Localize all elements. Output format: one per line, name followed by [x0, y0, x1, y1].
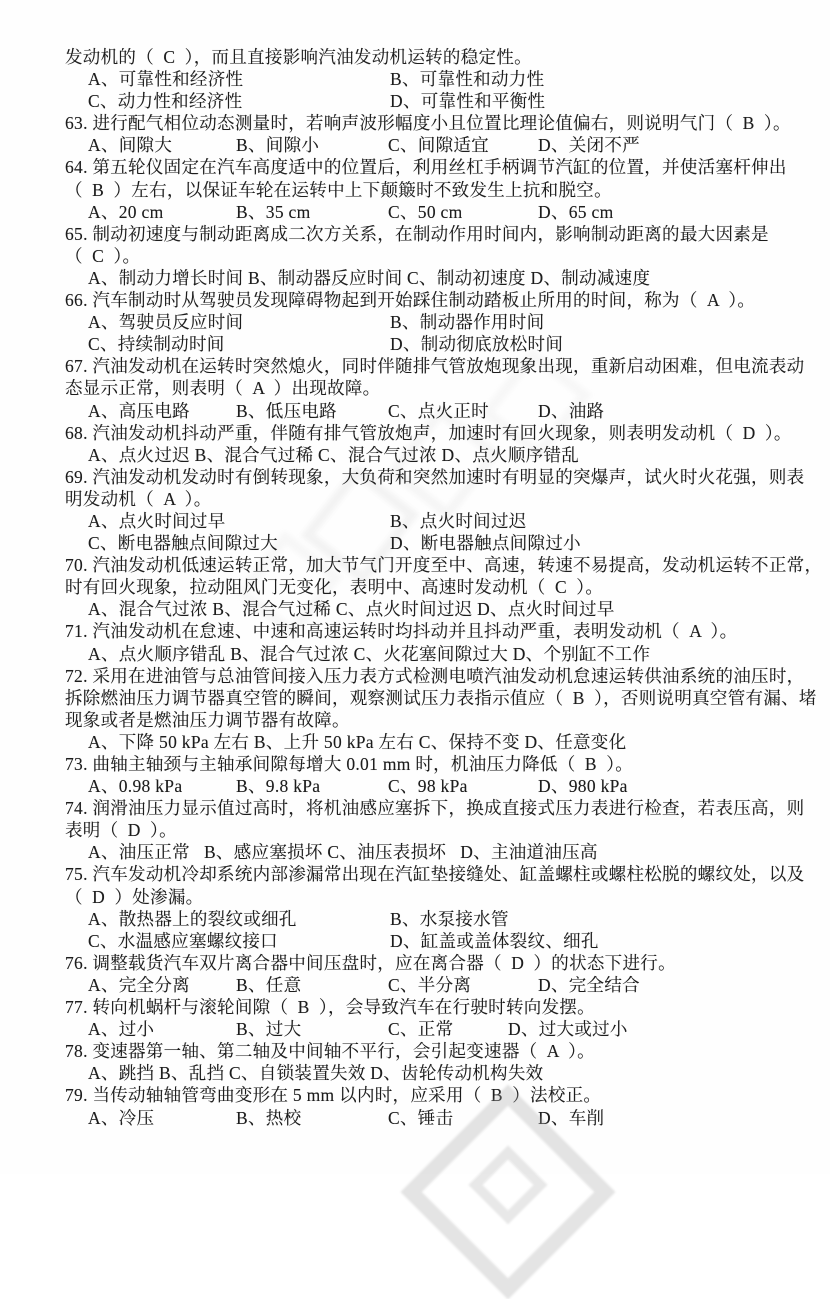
text-segment: A、可靠性和经济性	[88, 69, 244, 90]
text-segment: A、高压电路	[88, 400, 190, 421]
text-segment: A、过小	[88, 1019, 155, 1040]
text-line	[0, 245, 830, 267]
text-segment: D、油路	[538, 400, 605, 421]
question-list	[0, 46, 830, 1129]
text-line	[0, 709, 830, 731]
text-line	[0, 532, 830, 554]
text-segment: B、点火时间过迟	[390, 510, 527, 531]
text-segment: B、低压电路	[236, 400, 337, 421]
text-segment: B、制动器作用时间	[390, 312, 545, 333]
text-segment: 70. 汽油发动机低速运转正常，加大节气门开度至中、高速，转速不易提高，发动机运转不正常，	[65, 555, 823, 576]
text-segment: D、制动彻底放松时间	[390, 334, 564, 355]
text-line	[0, 930, 830, 952]
text-segment: D、完全结合	[538, 974, 640, 995]
text-line	[0, 377, 830, 399]
text-segment: 现象或者是燃油压力调节器有故障。	[65, 709, 350, 730]
text-line	[0, 643, 830, 665]
text-line	[0, 223, 830, 245]
text-line	[0, 510, 830, 532]
text-segment: B、热校	[236, 1107, 302, 1128]
text-segment: 66. 汽车制动时从驾驶员发现障碍物起到开始踩住制动踏板止所用的时间，称为（ A ）。	[65, 290, 756, 311]
text-segment: D、过大或过小	[508, 1019, 628, 1040]
text-line	[0, 134, 830, 156]
text-segment: D、可靠性和平衡性	[390, 91, 546, 112]
text-segment: A、点火过迟 B、混合气过稀 C、混合气过浓 D、点火顺序错乱	[88, 444, 580, 465]
text-segment: （ B ）左右，以保证车轮在运转中上下颠簸时不致发生上抗和脱空。	[65, 179, 612, 200]
text-segment: B、9.8 kPa	[236, 776, 321, 797]
text-segment: D、断电器触点间隙过小	[390, 533, 581, 554]
text-line	[0, 598, 830, 620]
text-line	[0, 156, 830, 178]
text-segment: A、间隙大	[88, 135, 173, 156]
text-segment: 63. 进行配气相位动态测量时，若响声波形幅度小且位置比理论值偏右，则说明气门（ B ）。	[65, 113, 791, 134]
text-line	[0, 355, 830, 377]
text-segment: C、断电器触点间隙过大	[88, 533, 278, 554]
text-line	[0, 554, 830, 576]
text-segment: A、冷压	[88, 1107, 155, 1128]
text-segment: A、跳挡 B、乱挡 C、自锁装置失效 D、齿轮传动机构失效	[88, 1063, 544, 1084]
text-segment: B、35 cm	[236, 201, 311, 222]
text-line	[0, 311, 830, 333]
text-line	[0, 797, 830, 819]
text-segment: 76. 调整载货汽车双片离合器中间压盘时，应在离合器（ D ）的状态下进行。	[65, 952, 676, 973]
text-line	[0, 90, 830, 112]
text-segment: C、半分离	[388, 974, 472, 995]
text-line	[0, 422, 830, 444]
text-segment: C、动力性和经济性	[88, 91, 243, 112]
text-line	[0, 112, 830, 134]
text-segment: D、车削	[538, 1107, 605, 1128]
text-segment: 拆除燃油压力调节器真空管的瞬间，观察测试压力表指示值应（ B ），否则说明真空管有漏、堵	[65, 687, 817, 708]
text-line	[0, 665, 830, 687]
text-segment: 67. 汽油发动机在运转时突然熄火，同时伴随排气管放炮现象出现，重新启动困难，但电流表动	[65, 356, 805, 377]
text-line	[0, 620, 830, 642]
text-line	[0, 841, 830, 863]
text-segment: C、50 cm	[388, 201, 463, 222]
text-segment: D、980 kPa	[538, 776, 628, 797]
text-segment: A、下降 50 kPa 左右 B、上升 50 kPa 左右 C、保持不变 D、任意变化	[88, 731, 627, 752]
text-segment: 73. 曲轴主轴颈与主轴承间隙每增大 0.01 mm 时，机油压力降低（ B ）。	[65, 754, 634, 774]
text-segment: A、点火顺序错乱 B、混合气过浓 C、火花塞间隙过大 D、个别缸不工作	[88, 643, 651, 664]
text-line	[0, 400, 830, 422]
text-segment: A、油压正常 B、感应塞损坏 C、油压表损坏 D、主油道油压高	[88, 842, 598, 863]
text-segment: B、过大	[236, 1019, 302, 1040]
text-segment: A、20 cm	[88, 201, 164, 222]
text-line	[0, 444, 830, 466]
text-segment: A、混合气过浓 B、混合气过稀 C、点火时间过迟 D、点火时间过早	[88, 599, 615, 620]
text-line	[0, 819, 830, 841]
text-segment: C、98 kPa	[388, 776, 468, 797]
text-line	[0, 576, 830, 598]
text-line	[0, 974, 830, 996]
text-segment: 75. 汽车发动机冷却系统内部渗漏常出现在汽缸垫接缝处、缸盖螺柱或螺柱松脱的螺纹处，以及	[65, 864, 805, 885]
text-line	[0, 952, 830, 974]
text-line	[0, 908, 830, 930]
text-line	[0, 1040, 830, 1062]
text-segment: A、散热器上的裂纹或细孔	[88, 908, 297, 929]
text-line	[0, 863, 830, 885]
text-segment: A、完全分离	[88, 974, 190, 995]
watermark-diamond-inner	[468, 1145, 547, 1224]
text-segment: 79. 当传动轴轴管弯曲变形在 5 mm 以内时，应采用（ B ）法校正。	[65, 1085, 602, 1106]
text-line	[0, 179, 830, 201]
text-segment: A、制动力增长时间 B、制动器反应时间 C、制动初速度 D、制动减速度	[88, 267, 651, 288]
text-line	[0, 201, 830, 223]
text-segment: 77. 转向机蜗杆与滚轮间隙（ B ），会导致汽车在行驶时转向发摆。	[65, 997, 595, 1018]
text-segment: 态显示正常，则表明（ A ）出现故障。	[65, 378, 381, 399]
text-line	[0, 68, 830, 90]
text-line	[0, 466, 830, 488]
text-line	[0, 731, 830, 753]
text-segment: 74. 润滑油压力显示值过高时，将机油感应塞拆下，换成直接式压力表进行检查，若表压高，则	[65, 798, 805, 819]
text-segment: 表明（ D ）。	[65, 820, 177, 841]
text-segment: C、持续制动时间	[88, 334, 225, 355]
text-line	[0, 333, 830, 355]
text-segment: 78. 变速器第一轴、第二轴及中间轴不平行，会引起变速器（ A ）。	[65, 1041, 595, 1062]
text-segment: C、锤击	[388, 1107, 454, 1128]
text-line	[0, 1107, 830, 1129]
text-line	[0, 1084, 830, 1106]
text-line	[0, 488, 830, 510]
text-segment: 64. 第五轮仪固定在汽车高度适中的位置后，利用丝杠手柄调节汽缸的位置，并使活塞杆伸出	[65, 157, 787, 178]
text-segment: C、间隙适宜	[388, 135, 489, 156]
text-line	[0, 886, 830, 908]
text-segment: 明发动机（ A ）。	[65, 488, 212, 509]
text-segment: B、任意	[236, 974, 302, 995]
text-segment: 65. 制动初速度与制动距离成二次方关系，在制动作用时间内，影响制动距离的最大因素是	[65, 223, 769, 244]
text-segment: （ C ）。	[65, 245, 141, 266]
text-segment: D、缸盖或盖体裂纹、细孔	[390, 930, 599, 951]
text-segment: 发动机的（ C ），而且直接影响汽油发动机运转的稳定性。	[65, 47, 532, 67]
text-segment: D、关闭不严	[538, 135, 640, 156]
text-segment: B、可靠性和动力性	[390, 69, 545, 90]
text-line	[0, 1062, 830, 1084]
text-segment: C、正常	[388, 1019, 454, 1040]
text-segment: 时有回火现象，拉动阻风门无变化，表明中、高速时发动机（ C ）。	[65, 577, 604, 598]
text-segment: A、点火时间过早	[88, 510, 226, 531]
text-segment: 72. 采用在进油管与总油管间接入压力表方式检测电喷汽油发动机怠速运转供油系统的油压时，	[65, 665, 805, 686]
text-segment: C、点火正时	[388, 400, 489, 421]
text-segment: C、水温感应塞螺纹接口	[88, 930, 278, 951]
text-line	[0, 775, 830, 797]
text-segment: D、65 cm	[538, 201, 614, 222]
text-segment: （ D ）处渗漏。	[65, 886, 204, 907]
text-line	[0, 267, 830, 289]
text-line	[0, 46, 830, 68]
text-segment: A、0.98 kPa	[88, 776, 183, 797]
text-segment: B、水泵接水管	[390, 908, 509, 929]
text-line	[0, 1018, 830, 1040]
text-segment: 71. 汽油发动机在怠速、中速和高速运转时均抖动并且抖动严重，表明发动机（ A ）。	[65, 621, 738, 642]
text-line	[0, 687, 830, 709]
text-line	[0, 996, 830, 1018]
text-segment: A、驾驶员反应时间	[88, 312, 244, 333]
text-line	[0, 753, 830, 775]
text-line	[0, 289, 830, 311]
text-segment: B、间隙小	[236, 135, 320, 156]
text-segment: 68. 汽油发动机抖动严重，伴随有排气管放炮声，加速时有回火现象，则表明发动机（ D ）。	[65, 422, 792, 443]
text-segment: 69. 汽油发动机发动时有倒转现象，大负荷和突然加速时有明显的突爆声，试火时火花强，则表	[65, 466, 805, 487]
